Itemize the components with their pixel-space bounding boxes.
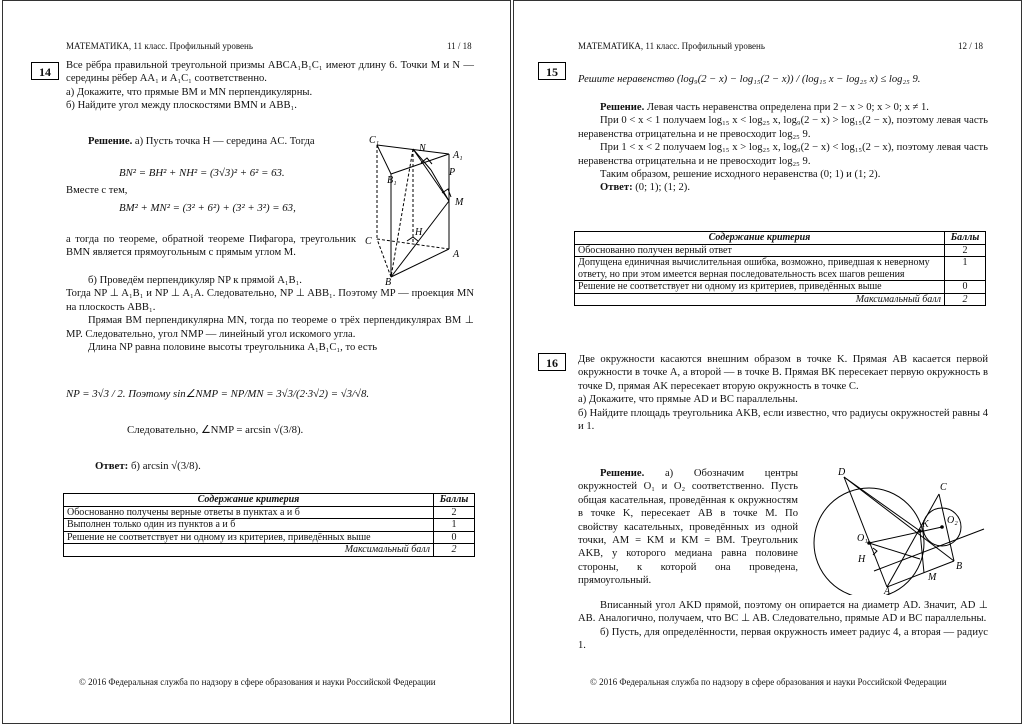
page-left <box>2 0 511 724</box>
solution-text: При 1 < x < 2 получаем log₁₅ x > log₂₅ x, log₉(2 − x) < log₁₅(2 − x), поэтому левая часть неравенства отрицательна и не превосходит log₂₅ 9. <box>578 142 988 167</box>
figure-label: C <box>940 482 947 493</box>
solution-text: Вместе с тем, <box>66 185 128 196</box>
table-row <box>575 244 986 257</box>
solution-text: Вписанный угол AKD прямой, поэтому он опирается на диаметр AD. Значит, AD ⊥ AB. Аналогично, получаем, что BC ⊥ AB. Следовательно, прямые AD и BC параллельны. <box>578 600 988 625</box>
page-number: 12 / 18 <box>958 41 984 51</box>
table-header-cell: Баллы <box>945 232 986 245</box>
equation: NP = 3√3 / 2. Поэтому sin∠NMP = NP/MN = 3√3/(2·3√2) = √3/√8. <box>66 388 370 400</box>
table-cell: 2 <box>945 244 986 257</box>
table-cell: 0 <box>945 281 986 294</box>
solution-label: Решение. <box>88 136 133 147</box>
table-header-cell: Содержание критерия <box>575 232 945 245</box>
circles-figure <box>804 463 994 595</box>
task-number: 14 <box>31 62 59 80</box>
solution-a <box>66 135 356 148</box>
table-cell: Максимальный балл <box>64 544 434 557</box>
figure-label: D <box>838 467 846 478</box>
table-row <box>64 506 475 519</box>
figure-label: H <box>858 554 866 565</box>
solution-text: Левая часть неравенства определена при 2 − x > 0; x > 0; x ≠ 1. <box>646 102 929 113</box>
statement-line: Две окружности касаются внешним образом в точке K. Прямая AB касается первой окружности в точке A, а второй — в точке B. Прямая BK пересекает первую окружность в точке D, прямая AK пересекает вторую окружность в точке C. <box>578 354 988 392</box>
task15-solution <box>578 101 988 195</box>
task-number: 16 <box>538 353 566 371</box>
answer-value: (0; 1); (1; 2). <box>635 182 690 194</box>
prism-figure <box>361 131 491 287</box>
solution-label: Решение. <box>600 468 645 479</box>
solution-text: Таким образом, решение исходного неравенства (0; 1) и (1; 2). <box>600 169 881 181</box>
table-row <box>64 531 475 544</box>
task-statement <box>578 353 988 433</box>
page-header: МАТЕМАТИКА, 11 класс. Профильный уровень <box>578 41 765 51</box>
table-row <box>64 519 475 532</box>
task-statement <box>66 59 474 113</box>
table-cell: Выполнен только один из пунктов а и б <box>64 519 434 532</box>
answer <box>95 460 201 472</box>
criteria-table <box>574 231 986 306</box>
page-header: МАТЕМАТИКА, 11 класс. Профильный уровень <box>66 41 253 51</box>
figure-label: B <box>956 561 963 572</box>
table-header-row <box>64 494 475 507</box>
table-cell: Допущена единичная вычислительная ошибка, возможно, приведшая к неверному ответу, но при этом имеется верная последовательность всех шагов решения <box>575 257 945 281</box>
statement-line: а) Докажите, что прямые BM и MN перпендикулярны. <box>66 86 313 98</box>
statement-line: Все рёбра правильной треугольной призмы ABCA₁B₁C₁ имеют длину 6. Точки M и N — середины рёбер AA₁ и A₁C₁ соответственно. <box>66 60 474 85</box>
solution-text: б) Пусть, для определённости, первая окружность имеет радиус 4, а вторая — радиус 1. <box>578 626 988 652</box>
solution-text: Прямая BM перпендикулярна MN, тогда по теореме о трёх перпендикулярах BM ⊥ MP. Следовательно, угол NMP — линейный угол искомого угла. <box>66 315 474 340</box>
answer-value: б) arcsin √(3/8). <box>130 460 201 472</box>
table-row <box>575 293 986 306</box>
equation: BM² + MN² = (3² + 6²) + (3² + 3²) = 63, <box>119 202 296 214</box>
task-number: 15 <box>538 62 566 80</box>
figure-label: N <box>419 143 426 154</box>
statement-line: а) Докажите, что прямые AD и BC параллельны. <box>578 394 798 406</box>
answer-label: Ответ: <box>600 182 633 194</box>
solution-text: Длина NP равна половине высоты треугольника A₁B₁C₁, то есть <box>88 342 378 354</box>
table-header-cell: Баллы <box>434 494 475 507</box>
solution-text: б) Проведём перпендикуляр NP к прямой A₁B₁. <box>88 275 302 286</box>
figure-label: O₂ <box>947 515 958 526</box>
figure-label: M <box>455 197 464 208</box>
table-cell: 2 <box>434 506 475 519</box>
statement-line: б) Найдите площадь треугольника AKB, если известно, что радиусы окружностей равны 4 и 1. <box>578 407 988 433</box>
solution-text: Тогда NP ⊥ A₁B₁ и NP ⊥ A₁A. Следовательно, NP ⊥ ABB₁. Поэтому MP — проекция MN на плоскость ABB₁. <box>66 288 474 313</box>
figure-label: C₁ <box>369 135 380 146</box>
task16-solution-b <box>578 599 988 653</box>
figure-label: M <box>928 572 937 583</box>
figure-label: B₁ <box>387 175 397 186</box>
table-cell: Максимальный балл <box>575 293 945 306</box>
page-footer: © 2016 Федеральная служба по надзору в сфере образования и науки Российской Федерации <box>590 677 947 687</box>
figure-label: O₁ <box>857 533 868 544</box>
table-cell: Решение не соответствует ни одному из критериев, приведённых выше <box>64 531 434 544</box>
table-cell: 1 <box>945 257 986 281</box>
solution-text: а) Обозначим центры окружностей O₁ и O₂ соответственно. Пусть общая касательная, проведённая к окружностям в точке K, пересекает AB в точке M. По свойству касательных, проведённых из одной точки, AM = KM и KM = BM. Треугольник AKB, у которого медиана равна половине стороны, к которой она проведена, прямоугольный. <box>578 468 798 587</box>
solution-text: При 0 < x < 1 получаем log₁₅ x < log₂₅ x, log₉(2 − x) > log₁₅(2 − x), поэтому левая часть неравенства отрицательна и не превосходит log₂₅ 9. <box>578 115 988 140</box>
solution-b <box>66 274 474 354</box>
table-header-cell: Содержание критерия <box>64 494 434 507</box>
page-right <box>513 0 1022 724</box>
table-cell: 0 <box>434 531 475 544</box>
table-row <box>575 257 986 281</box>
page-number: 11 / 18 <box>447 41 472 51</box>
figure-label: P <box>449 167 456 178</box>
table-cell: Решение не соответствует ни одному из критериев, приведённых выше <box>575 281 945 294</box>
page-footer: © 2016 Федеральная служба по надзору в сфере образования и науки Российской Федерации <box>79 677 436 687</box>
figure-label: H <box>415 227 423 238</box>
figure-label: A <box>453 249 460 260</box>
criteria-table <box>63 493 475 557</box>
table-cell: Обоснованно получены верные ответы в пунктах а и б <box>64 506 434 519</box>
answer-label: Ответ: <box>95 460 129 472</box>
table-header-row <box>575 232 986 245</box>
task-statement: Решите неравенство (log₉(2 − x) − log₁₅(2 − x)) / (log₁₅ x − log₂₅ x) ≤ log₂₅ 9. <box>578 74 921 85</box>
solution-text: а) Пусть точка H — середина AC. Тогда <box>134 136 315 147</box>
figure-label: A₁ <box>453 150 463 161</box>
solution-label: Решение. <box>600 102 645 113</box>
table-cell: 2 <box>434 544 475 557</box>
table-cell: Обоснованно получен верный ответ <box>575 244 945 257</box>
table-row <box>64 544 475 557</box>
table-cell: 1 <box>434 519 475 532</box>
figure-label: A <box>884 586 891 595</box>
solution-text: а тогда по теореме, обратной теореме Пифагора, треугольник BMN является прямоугольным с прямым углом M. <box>66 234 356 259</box>
conclusion: Следовательно, ∠NMP = arcsin √(3/8). <box>127 424 304 436</box>
equation: BN² = BH² + NH² = (3√3)² + 6² = 63. <box>119 167 285 179</box>
figure-label: K <box>922 519 929 530</box>
table-cell: 2 <box>945 293 986 306</box>
table-row <box>575 281 986 294</box>
task16-solution-a <box>578 467 798 588</box>
figure-label: B <box>385 277 392 287</box>
statement-line: б) Найдите угол между плоскостями BMN и ABB₁. <box>66 100 297 112</box>
figure-label: C <box>365 236 372 247</box>
